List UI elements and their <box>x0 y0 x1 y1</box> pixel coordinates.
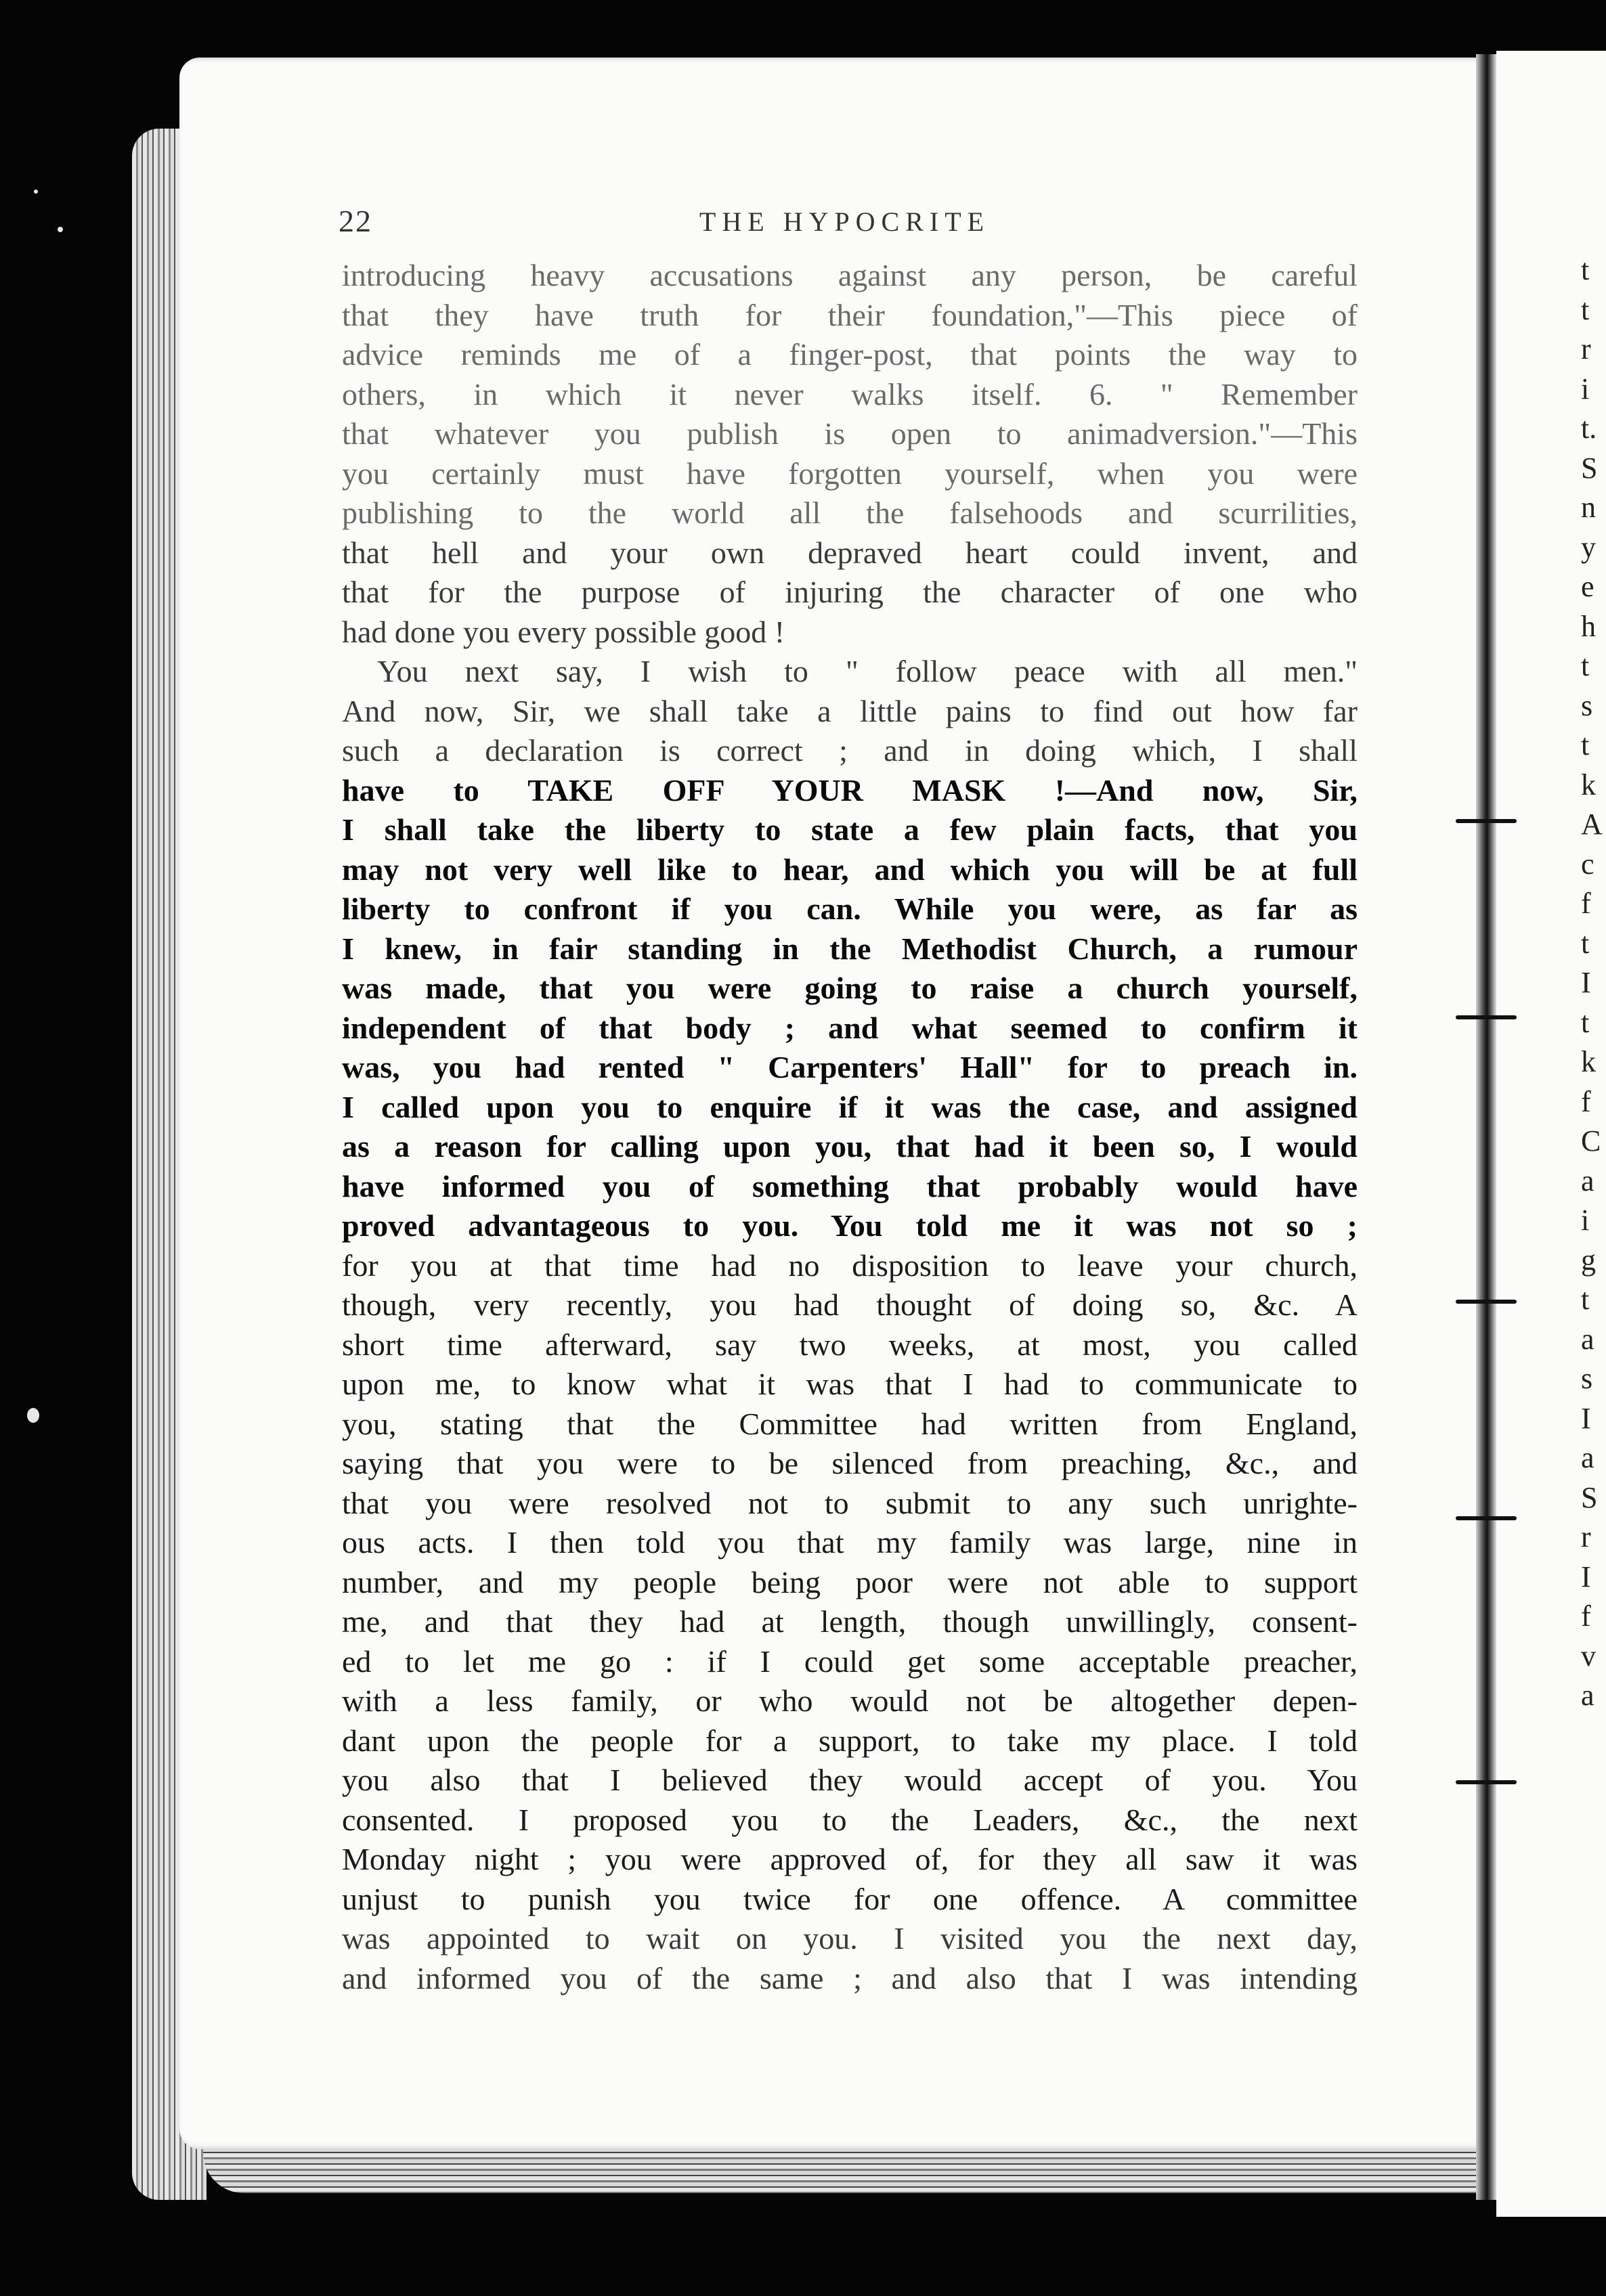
binding-stitch <box>1456 819 1517 823</box>
book-gutter <box>1476 54 1496 2200</box>
binding-stitch <box>1456 1780 1517 1784</box>
text-line: others, in which it never walks itself. 6. " Remember <box>342 376 1358 412</box>
text-line: have to TAKE OFF YOUR MASK !—And now, Sir, <box>342 772 1358 808</box>
facing-page-letter: k <box>1581 1045 1596 1078</box>
facing-page-letter: e <box>1581 570 1594 603</box>
facing-page-letter: t <box>1581 253 1590 286</box>
text-line: And now, Sir, we shall take a little pains to find out how far <box>342 693 1358 728</box>
text-line: with a less family, or who would not be altogether depen- <box>342 1683 1358 1718</box>
facing-page-letter: r <box>1581 332 1591 366</box>
facing-page-letter: f <box>1581 1084 1591 1118</box>
text-line: consented. I proposed you to the Leaders, &c., the next <box>342 1802 1358 1837</box>
facing-page-letter: t <box>1581 292 1590 326</box>
text-line: you also that I believed they would accept of you. You <box>342 1763 1358 1797</box>
text-line: you, stating that the Committee had written from England, <box>342 1406 1358 1441</box>
text-line: proved advantageous to you. You told me it was not so ; <box>342 1208 1358 1243</box>
text-line: had done you every possible good ! <box>342 614 785 649</box>
facing-page-letter: S <box>1581 451 1598 485</box>
text-line: I called upon you to enquire if it was the case, and assigned <box>342 1089 1358 1124</box>
text-line: publishing to the world all the falsehoods and scurrilities, <box>342 495 1358 530</box>
facing-page-letter: h <box>1581 609 1596 643</box>
facing-page-letter: S <box>1581 1480 1598 1514</box>
binding-stitch <box>1456 1300 1517 1304</box>
facing-page-letter: I <box>1581 966 1591 999</box>
facing-page-letter: s <box>1581 688 1593 722</box>
facing-page-letter: t <box>1581 1283 1590 1316</box>
text-line: I knew, in fair standing in the Methodist Church, a rumour <box>342 931 1358 966</box>
facing-page-letter: g <box>1581 1243 1596 1277</box>
facing-page-letter: n <box>1581 491 1596 524</box>
text-line: and informed you of the same ; and also that I was intending <box>342 1960 1358 1995</box>
text-line: unjust to punish you twice for one offence. A committee <box>342 1881 1358 1916</box>
text-line: advice reminds me of a finger-post, that points the way to <box>342 337 1358 372</box>
facing-page-letter: y <box>1581 530 1596 564</box>
text-line: ous acts. I then told you that my family was large, nine in <box>342 1525 1358 1560</box>
text-line: was, you had rented " Carpenters' Hall" for to preach in. <box>342 1050 1358 1084</box>
text-line: for you at that time had no disposition to leave your church, <box>342 1248 1358 1283</box>
body-text <box>342 256 1358 1998</box>
binding-stitch <box>1456 1015 1517 1019</box>
text-line: that you were resolved not to submit to any such unrighte- <box>342 1485 1358 1520</box>
text-line: as a reason for calling upon you, that had it been so, I would <box>342 1129 1358 1164</box>
text-line: independent of that body ; and what seemed to confirm it <box>342 1010 1358 1045</box>
facing-page-letter: t <box>1581 728 1590 761</box>
facing-page-letter: a <box>1581 1322 1594 1356</box>
text-line: you certainly must have forgotten yourself, when you were <box>342 456 1358 491</box>
text-line: saying that you were to be silenced from preaching, &c., and <box>342 1446 1358 1480</box>
text-line: have informed you of something that probably would have <box>342 1168 1358 1204</box>
scan-speck <box>34 190 38 194</box>
text-line: You next say, I wish to " follow peace with all men." <box>377 654 1358 688</box>
facing-page-letter: i <box>1581 1204 1590 1237</box>
facing-page-letter: i <box>1581 372 1590 405</box>
text-line: I shall take the liberty to state a few plain facts, that you <box>342 812 1358 847</box>
text-line: such a declaration is correct ; and in doing which, I shall <box>342 733 1358 768</box>
scan-speck <box>58 227 63 232</box>
facing-page-letter: k <box>1581 768 1596 801</box>
text-line: upon me, to know what it was that I had to communicate to <box>342 1367 1358 1401</box>
facing-page-letter: a <box>1581 1441 1594 1474</box>
facing-page-letter: f <box>1581 1599 1591 1633</box>
text-line: was appointed to wait on you. I visited you the next day, <box>342 1921 1358 1956</box>
facing-page-letter: I <box>1581 1560 1591 1593</box>
facing-page-letter: t <box>1581 649 1590 682</box>
facing-page-letter: I <box>1581 1401 1591 1435</box>
facing-page-letter: f <box>1581 887 1591 920</box>
facing-page-letter: r <box>1581 1520 1591 1553</box>
running-title: THE HYPOCRITE <box>699 206 991 237</box>
text-line: short time afterward, say two weeks, at most, you called <box>342 1327 1358 1362</box>
scan-speck <box>27 1408 39 1423</box>
facing-page-letter: t. <box>1581 412 1597 445</box>
text-line: Monday night ; you were approved of, for they all saw it was <box>342 1842 1358 1876</box>
text-line: though, very recently, you had thought of doing so, &c. A <box>342 1287 1358 1322</box>
facing-page-letter: a <box>1581 1164 1594 1197</box>
facing-page-letter: C <box>1581 1124 1601 1157</box>
text-line: that hell and your own depraved heart could invent, and <box>342 535 1358 570</box>
facing-page-letter: v <box>1581 1639 1596 1673</box>
text-line: liberty to confront if you can. While you were, as far as <box>342 891 1358 926</box>
page-number: 22 <box>339 204 372 238</box>
text-line: that they have truth for their foundation,"—This piece of <box>342 297 1358 332</box>
facing-page-letter: c <box>1581 847 1594 881</box>
text-line: number, and my people being poor were not able to support <box>342 1564 1358 1599</box>
text-line: that for the purpose of injuring the character of one who <box>342 575 1358 609</box>
running-head <box>339 203 1351 244</box>
binding-stitch <box>1456 1516 1517 1520</box>
text-line: introducing heavy accusations against any person, be careful <box>342 258 1358 292</box>
text-line: me, and that they had at length, though unwillingly, consent- <box>342 1604 1358 1639</box>
text-line: may not very well like to hear, and which you will be at full <box>342 852 1358 887</box>
text-line: dant upon the people for a support, to take my place. I told <box>342 1723 1358 1758</box>
facing-page-letter: t <box>1581 1005 1590 1039</box>
facing-page-letter: a <box>1581 1679 1594 1712</box>
facing-page-letter: t <box>1581 926 1590 960</box>
text-line: was made, that you were going to raise a church yourself, <box>342 971 1358 1005</box>
facing-page-text <box>1581 250 1606 1716</box>
text-line: that whatever you publish is open to animadversion."—This <box>342 416 1358 451</box>
facing-page-letter: s <box>1581 1362 1593 1395</box>
text-line: ed to let me go : if I could get some acceptable preacher, <box>342 1643 1358 1679</box>
facing-page-letter: A <box>1581 808 1603 841</box>
